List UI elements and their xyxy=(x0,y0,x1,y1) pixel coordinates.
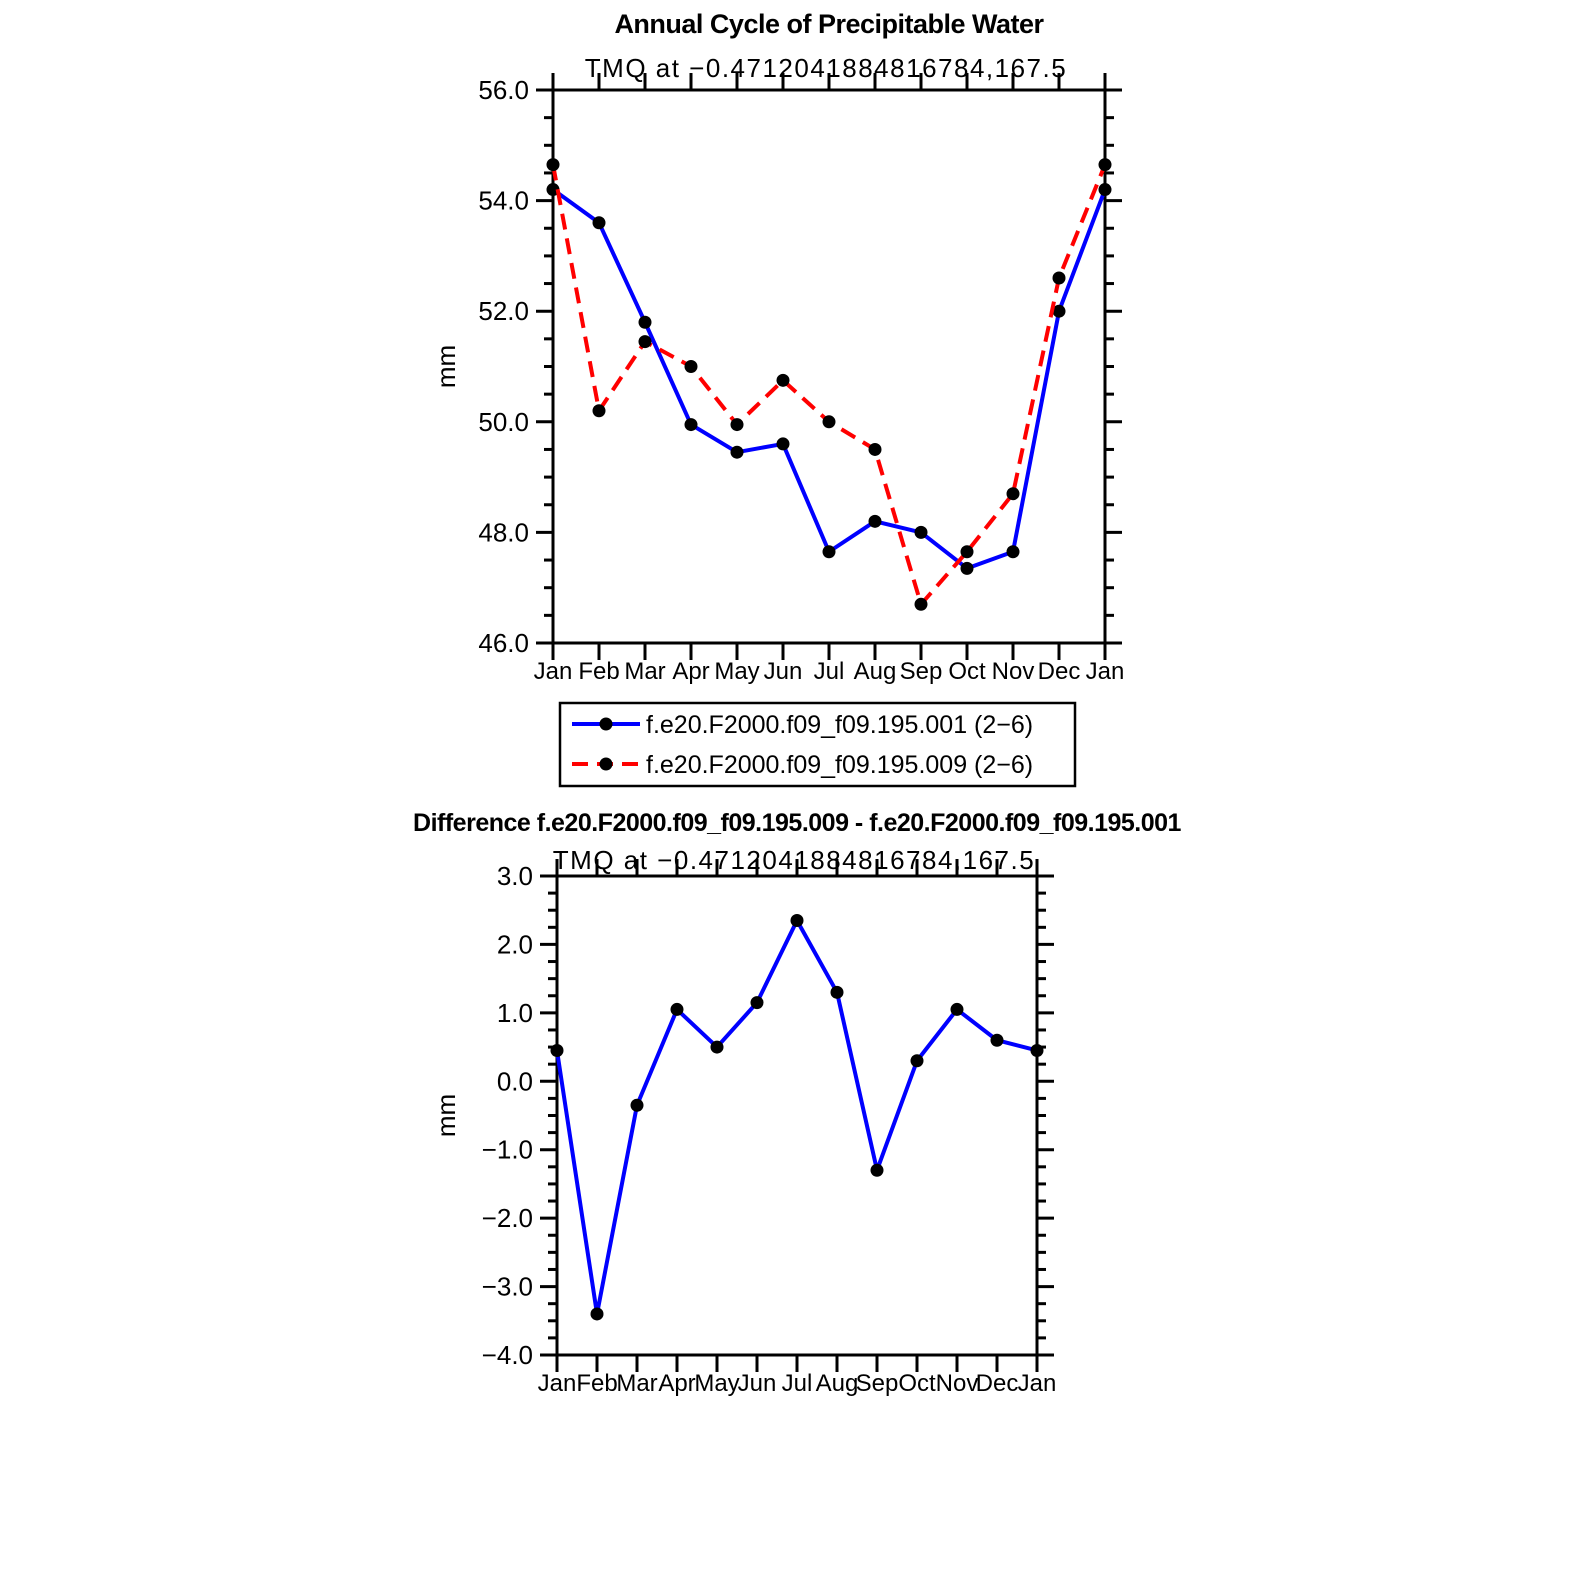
data-point-marker xyxy=(685,418,698,431)
data-point-marker xyxy=(777,374,790,387)
data-point-marker xyxy=(631,1099,644,1112)
legend-label: f.e20.F2000.f09_f09.195.001 (2−6) xyxy=(646,711,1034,739)
y-tick-label: 2.0 xyxy=(496,929,533,960)
data-point-marker xyxy=(751,996,764,1009)
x-tick-label: Jan xyxy=(1085,658,1125,685)
data-point-marker xyxy=(685,360,698,373)
y-tick-label: 56.0 xyxy=(478,75,529,105)
data-point-marker xyxy=(671,1003,684,1016)
data-point-marker xyxy=(1007,545,1020,558)
series-line-0 xyxy=(553,190,1105,569)
data-point-marker xyxy=(961,562,974,575)
data-point-marker xyxy=(869,443,882,456)
x-tick-label: Aug xyxy=(853,658,897,685)
legend xyxy=(560,703,1075,786)
y-tick-label: 50.0 xyxy=(478,406,529,437)
x-tick-label: Nov xyxy=(991,658,1035,685)
data-point-marker xyxy=(1031,1044,1044,1057)
y-tick-label: 48.0 xyxy=(478,517,529,548)
data-point-marker xyxy=(991,1034,1004,1047)
x-tick-label: Jun xyxy=(737,1370,777,1397)
x-tick-label: May xyxy=(714,658,760,685)
y-tick-label: −2.0 xyxy=(481,1203,533,1234)
y-tick-label: −4.0 xyxy=(481,1340,533,1370)
x-tick-label: Feb xyxy=(578,658,620,685)
series-line-0 xyxy=(557,920,1037,1313)
data-point-marker xyxy=(791,914,804,927)
x-tick-label: Oct xyxy=(948,658,986,685)
data-point-marker xyxy=(1007,487,1020,500)
y-tick-label: 46.0 xyxy=(478,628,529,658)
data-point-marker xyxy=(639,316,652,329)
y-tick-label: 52.0 xyxy=(478,296,529,327)
x-tick-label: Nov xyxy=(935,1370,979,1397)
data-point-marker xyxy=(911,1054,924,1067)
x-tick-label: Jan xyxy=(533,658,573,685)
y-tick-label: 3.0 xyxy=(496,861,533,891)
data-point-marker xyxy=(777,437,790,450)
data-point-marker xyxy=(593,216,606,229)
x-tick-label: May xyxy=(694,1370,740,1397)
top-chart-plot xyxy=(431,73,1124,685)
top-chart-title: Annual Cycle of Precipitable Water xyxy=(614,9,1044,39)
bottom-chart-plot xyxy=(431,859,1056,1397)
data-point-marker xyxy=(551,1044,564,1057)
x-tick-label: Jun xyxy=(763,658,803,685)
x-tick-label: Sep xyxy=(855,1370,899,1397)
bottom-chart-title: Difference f.e20.F2000.f09_f09.195.009 - f.e20.F2000.f09_f09.195.001 xyxy=(413,809,1181,837)
legend-label: f.e20.F2000.f09_f09.195.009 (2−6) xyxy=(646,751,1034,779)
data-point-marker xyxy=(593,404,606,417)
x-tick-label: Dec xyxy=(975,1370,1019,1397)
y-tick-label: 1.0 xyxy=(496,997,533,1028)
data-point-marker xyxy=(915,526,928,539)
data-point-marker xyxy=(869,515,882,528)
plot-frame xyxy=(553,90,1105,643)
x-tick-label: Sep xyxy=(899,658,943,685)
data-point-marker xyxy=(731,446,744,459)
x-tick-label: Apr xyxy=(672,658,710,685)
data-point-marker xyxy=(831,986,844,999)
bottom-chart-subtitle: TMQ at −0.4712041884816784,167.5 xyxy=(552,845,1036,875)
plot-frame xyxy=(557,876,1037,1355)
x-tick-label: Apr xyxy=(658,1370,696,1397)
x-tick-label: Jan xyxy=(537,1370,577,1397)
data-point-marker xyxy=(711,1041,724,1054)
data-point-marker xyxy=(961,545,974,558)
x-tick-label: Jan xyxy=(1017,1370,1057,1397)
y-axis-title: mm xyxy=(431,1093,461,1138)
x-tick-label: Feb xyxy=(576,1370,618,1397)
x-tick-label: Mar xyxy=(624,658,666,685)
legend-marker xyxy=(600,758,613,771)
data-point-marker xyxy=(731,418,744,431)
data-point-marker xyxy=(871,1164,884,1177)
y-tick-label: 54.0 xyxy=(478,185,529,216)
data-point-marker xyxy=(547,158,560,171)
legend-marker xyxy=(600,718,613,731)
series-line-1 xyxy=(553,165,1105,605)
data-point-marker xyxy=(915,598,928,611)
x-tick-label: Dec xyxy=(1037,658,1081,685)
y-tick-label: −3.0 xyxy=(481,1271,533,1302)
data-point-marker xyxy=(1053,272,1066,285)
x-tick-label: Jul xyxy=(781,1370,813,1397)
x-tick-label: Oct xyxy=(898,1370,936,1397)
data-point-marker xyxy=(951,1003,964,1016)
y-axis-title: mm xyxy=(431,344,461,389)
x-tick-label: Mar xyxy=(616,1370,658,1397)
data-point-marker xyxy=(639,335,652,348)
data-point-marker xyxy=(1099,183,1112,196)
x-tick-label: Jul xyxy=(813,658,845,685)
top-chart-subtitle: TMQ at −0.4712041884816784,167.5 xyxy=(584,53,1068,83)
data-point-marker xyxy=(823,545,836,558)
data-point-marker xyxy=(1099,158,1112,171)
data-point-marker xyxy=(591,1307,604,1320)
y-tick-label: −1.0 xyxy=(481,1134,533,1165)
data-point-marker xyxy=(823,415,836,428)
x-tick-label: Aug xyxy=(815,1370,859,1397)
y-tick-label: 0.0 xyxy=(496,1066,533,1097)
